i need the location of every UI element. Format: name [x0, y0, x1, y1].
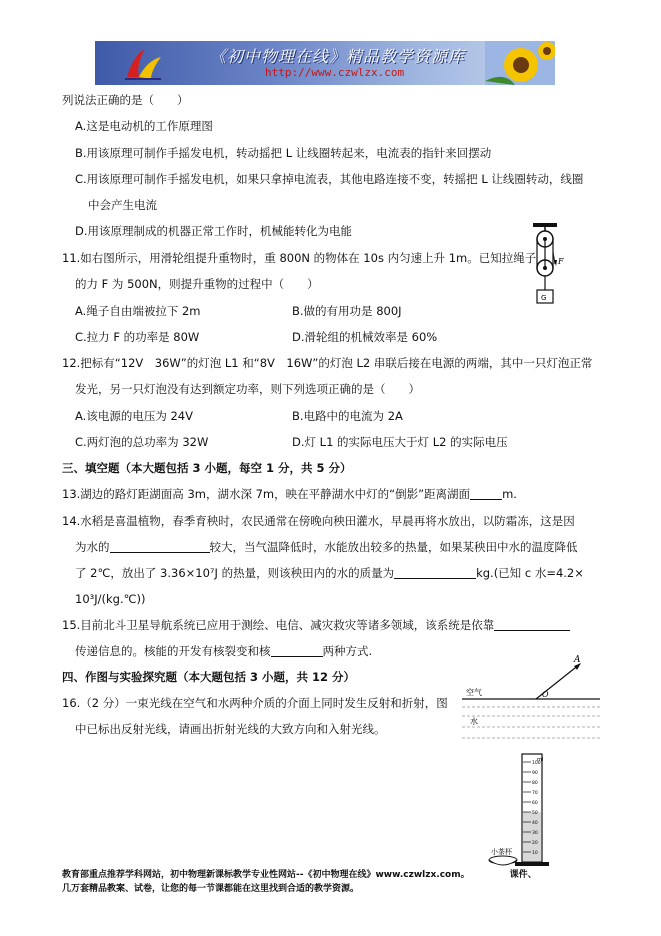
q15-text: 15.目前北斗卫星导航系统已应用于测绘、电信、减灾救灾等诸多领域，该系统是依靠 — [62, 618, 495, 632]
footer-text-1: 教育部重点推荐学科网站，初中物理新课标教学专业性网站--《初中物理在线》www.czwlzx.com。 — [62, 870, 470, 880]
force-label: F — [558, 257, 564, 266]
site-logo-icon — [123, 47, 163, 81]
q12-option-b: B.电路中的电流为 2A — [292, 409, 403, 423]
q11-option-c: C.拉力 F 的功率是 80W — [75, 330, 200, 344]
q11-option-a: A.绳子自由端被拉下 2m — [75, 304, 201, 318]
cylinder-tick-label: 80 — [532, 781, 538, 786]
q11-stem: 11.如右图所示，用滑轮组提升重物时，重 800N 的物体在 10s 内匀速上升 1m。已知拉绳子 — [62, 251, 537, 265]
cylinder-tick-label: 40 — [532, 821, 538, 826]
cylinder-tick-label: 60 — [532, 801, 538, 806]
q14-blank-1[interactable] — [110, 540, 210, 553]
point-label-o: O — [542, 690, 549, 699]
cylinder-tick-label: 10 — [532, 851, 538, 856]
q10-option-c: C.用该原理可制作手摇发电机，如果只拿掉电流表，其他电路连接不变，转摇把 L 让线圈转动，线圈 — [75, 172, 584, 186]
q16-stem: 16.（2 分）一束光线在空气和水两种介质的介面上同时发生反射和折射，图 — [62, 696, 448, 710]
q14-stem-cont1 — [75, 539, 578, 555]
q13-answer-blank[interactable] — [470, 487, 502, 500]
q14-stem-cont2 — [75, 565, 584, 581]
q13-text: 13.湖边的路灯距湖面高 3m，湖水深 7m，映在平静湖水中灯的“倒影”距离湖面 — [62, 487, 471, 501]
q15-stem — [62, 617, 570, 633]
q13-unit: m. — [502, 487, 517, 501]
q14-text-a: 为水的 — [75, 540, 110, 554]
q11-option-d: D.滑轮组的机械效率是 60% — [292, 330, 438, 344]
q15-blank-1[interactable] — [494, 618, 570, 631]
q12-stem: 12.把标有“12V 36W”的灯泡 L1 和“8V 16W”的灯泡 L2 串联后接在电源的两端，其中一只灯泡正常 — [62, 356, 593, 370]
cylinder-tick-label: 90 — [532, 771, 538, 776]
pulley-ceiling — [533, 223, 557, 227]
q12-stem-cont: 发光，另一只灯泡没有达到额定功率，则下列选项正确的是（ ） — [75, 382, 420, 396]
footer-line-2: 几万套精品教案、试卷，让您的每一节课都能在这里找到合适的教学资源。 — [62, 884, 360, 894]
q10-stem-tail: 列说法正确的是（ ） — [62, 93, 189, 107]
refraction-diagram — [462, 650, 602, 750]
water-label: 水 — [470, 717, 478, 726]
q12-option-a: A.该电源的电压为 24V — [75, 409, 193, 423]
q12-option-d: D.灯 L1 的实际电压大于灯 L2 的实际电压 — [292, 435, 508, 449]
footer-text-1-tail: 课件、 — [509, 870, 537, 880]
q14-text-b: 较大，当气温降低时，水能放出较多的热量，如果某秧田中水的温度降低 — [209, 540, 578, 554]
q10-option-d: D.用该原理制成的机器正常工作时，机械能转化为电能 — [75, 224, 353, 238]
cylinder-tick-label: 30 — [532, 831, 538, 836]
banner-title: 《初中物理在线》精品教学资源库 — [210, 47, 466, 66]
header-banner — [95, 41, 555, 85]
ray-label-a: A — [574, 655, 581, 665]
footer-line-1 — [62, 867, 537, 880]
q13-stem — [62, 486, 517, 502]
q14-text-c: 了 2℃，放出了 3.36×10⁷J 的热量，则该秧田内的水的质量为 — [75, 566, 395, 580]
cylinder-tick-label: 20 — [532, 841, 538, 846]
q10-option-a: A.这是电动机的工作原理图 — [75, 119, 213, 133]
section-4-heading: 四、作图与实验探究题（本大题包括 3 小题，共 12 分） — [62, 670, 356, 684]
cylinder-tick-label: 70 — [532, 791, 538, 796]
cylinder-tick-label: 50 — [532, 811, 538, 816]
measuring-cylinder — [485, 752, 565, 872]
q14-stem: 14.水稻是喜温植物，春季育秧时，农民通常在傍晚向秧田灌水，早晨再将水放出，以防霜冻，这是因 — [62, 514, 575, 528]
air-label: 空气 — [466, 688, 482, 697]
cup-label: 小茶杯 — [491, 848, 512, 856]
q12-option-c: C.两灯泡的总功率为 32W — [75, 435, 209, 449]
section-3-heading: 三、填空题（本大题包括 3 小题，每空 1 分，共 5 分） — [62, 461, 352, 475]
q15-stem-cont — [75, 643, 372, 659]
q11-stem-cont: 的力 F 为 500N，则提升重物的过程中（ ） — [75, 277, 319, 291]
q14-blank-2[interactable] — [394, 566, 476, 579]
q10-option-b: B.用该原理可制作手摇发电机，转动摇把 L 让线圈转起来，电流表的指针来回摆动 — [75, 146, 492, 160]
cylinder-unit: ml — [537, 757, 544, 763]
q14-stem-cont3: 10³J/(kg.℃)) — [75, 592, 146, 606]
pulley-diagram — [525, 222, 565, 306]
banner-url[interactable]: http://www.czwlzx.com — [265, 66, 405, 79]
q14-text-d: kg.(已知 c 水=4.2× — [476, 566, 584, 580]
q11-option-b: B.做的有用功是 800J — [292, 304, 402, 318]
weight-label: G — [541, 294, 547, 302]
q16-stem-cont: 中已标出反射光线，请画出折射光线的大致方向和入射光线。 — [75, 722, 386, 736]
q15-text-b: 传递信息的。核能的开发有核裂变和核 — [75, 644, 271, 658]
q15-blank-2[interactable] — [271, 644, 323, 657]
q15-text-c: 两种方式. — [322, 644, 373, 658]
cylinder-tick-label: 100 — [532, 761, 541, 766]
sunflower-icon — [485, 41, 555, 85]
q10-option-c-cont: 中会产生电流 — [88, 198, 157, 212]
